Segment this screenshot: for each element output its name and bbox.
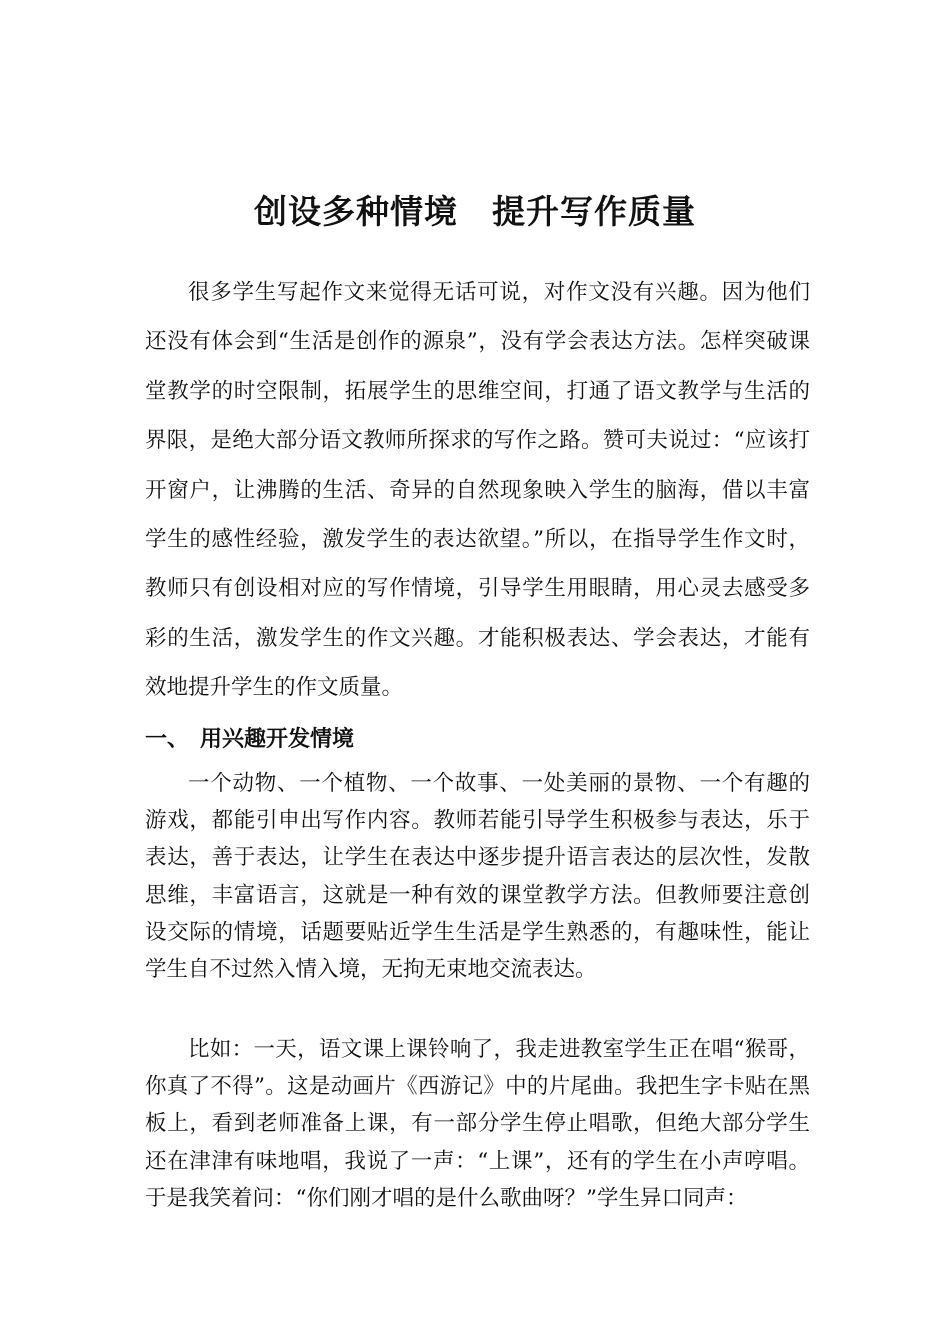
section-heading: 一、 用兴趣开发情境 <box>145 726 355 752</box>
document-title: 创设多种情境 提升写作质量 <box>254 192 696 232</box>
intro-paragraph: 很多学生写起作文来觉得无话可说，对作文没有兴趣。因为他们还没有体会到“生活是创作的源泉”，没有学会表达方法。怎样突破课堂教学的时空限制，拓展学生的思维空间，打通了语文教学与生活的界限，是绝大部分语文教师所探求的写作之路。赞可夫说过：“应该打开窗户，让沸腾的生活、奇异的自然现象映入学生的脑海，借以丰富学生的感性经验，激发学生的表达欲望。”所以，在指导学生作文时，教师只有创设相对应的写作情境，引导学生用眼睛，用心灵去感受多彩的生活，激发学生的作文兴趣。才能积极表达、学会表达，才能有效地提升学生的作文质量。 <box>145 280 810 701</box>
body-paragraph: 一个动物、一个植物、一个故事、一处美丽的景物、一个有趣的游戏，都能引申出写作内容。教师若能引导学生积极参与表达，乐于表达，善于表达，让学生在表达中逐步提升语言表达的层次性，发散思维，丰富语言，这就是一种有效的课堂教学方法。但教师要注意创设交际的情境，话题要贴近学生生活是学生熟悉的，有趣味性，能让学生自不过然入情入境，无拘无束地交流表达。 <box>145 771 810 983</box>
example-paragraph: 比如：一天，语文课上课铃响了，我走进教室学生正在唱“猴哥，你真了不得”。这是动画片《西游记》中的片尾曲。我把生字卡贴在黑板上，看到老师准备上课，有一部分学生停止唱歌，但绝大部分学生还在津津有味地唱，我说了一声：“上课”，还有的学生在小声哼唱。于是我笑着问：“你们刚才唱的是什么歌曲呀？”学生异口同声： <box>145 1037 810 1211</box>
